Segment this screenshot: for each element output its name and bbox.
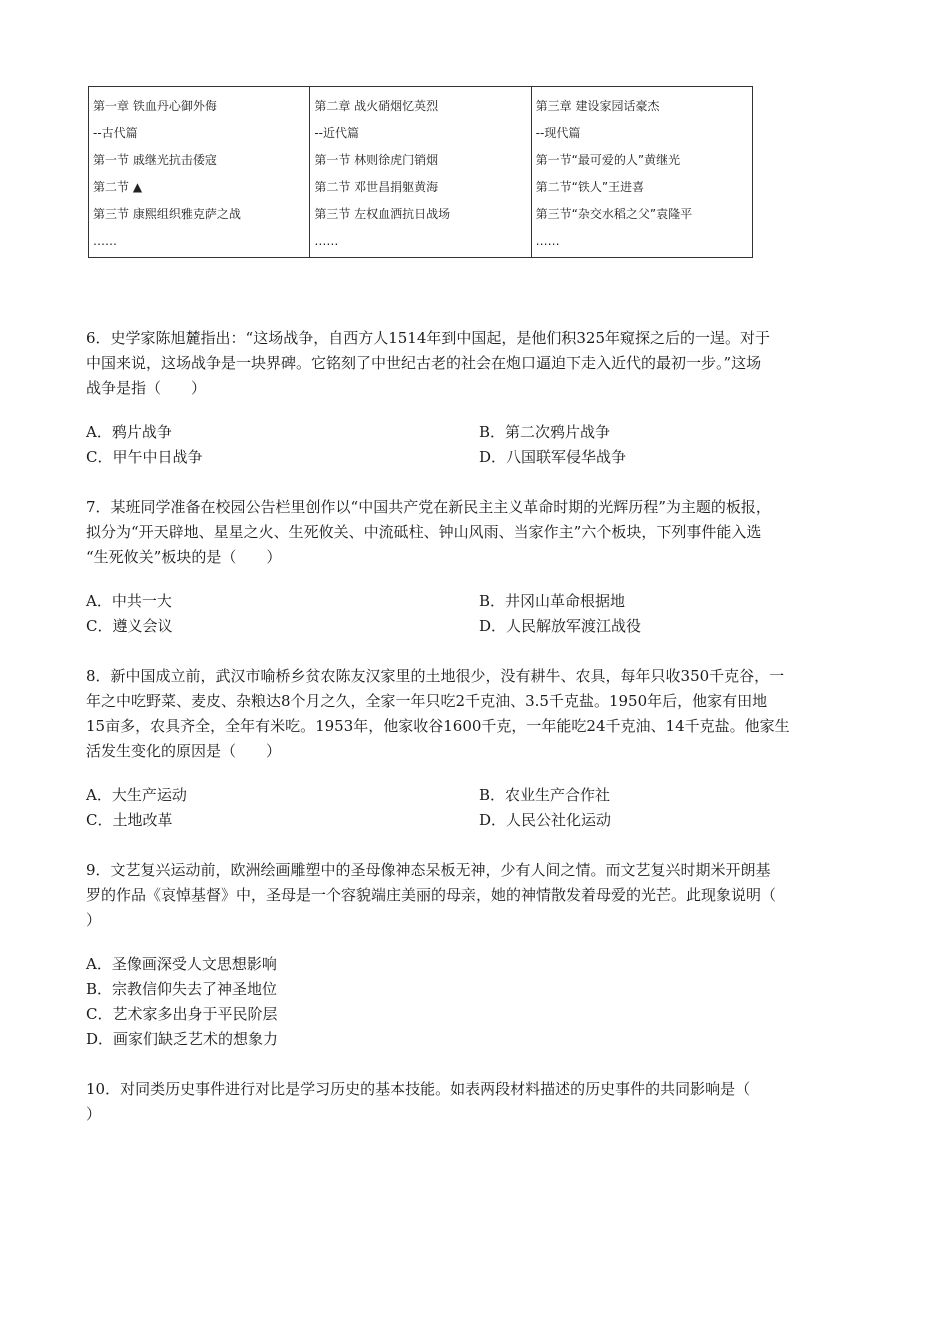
section-item: 第一节 戚继光抗击倭寇 [93,153,217,167]
ellipsis: …… [535,234,560,248]
option-d[interactable]: D．画家们缺乏艺术的想象力 [86,1030,279,1048]
section-item: 第一节 林则徐虎门销烟 [314,153,439,167]
section-item: 第三节“杂交水稻之父”袁隆平 [535,207,693,221]
option-c[interactable]: C．甲午中日战争 [86,448,203,466]
option-b[interactable]: B．宗教信仰失去了神圣地位 [86,980,278,998]
option-d[interactable]: D．八国联军侵华战争 [479,448,627,466]
question-8 [86,664,868,833]
section-item: 第三节 左权血洒抗日战场 [314,207,451,221]
option-a[interactable]: A．大生产运动 [86,786,187,804]
era-label: --现代篇 [535,126,581,140]
option-d[interactable]: D．人民解放军渡江战役 [479,617,642,635]
chapter-title: 第二章 战火硝烟忆英烈 [314,99,439,113]
era-label: --古代篇 [93,126,138,140]
option-b[interactable]: B．第二次鸦片战争 [479,423,611,441]
option-a[interactable]: A．圣像画深受人文思想影响 [86,955,277,973]
option-c[interactable]: C．艺术家多出身于平民阶层 [86,1005,278,1023]
question-9 [86,858,868,1052]
chapter-column-ancient [89,87,309,257]
option-c[interactable]: C．遵义会议 [86,617,173,635]
era-label: --近代篇 [314,126,359,140]
question-stem: 8．新中国成立前，武汉市喻桥乡贫农陈友汉家里的土地很少，没有耕牛、农具，每年只收350千克谷，一 年之中吃野菜、麦皮、杂粮达8个月之久，全家一年只吃2千克油、3.5千克盐。1950年后，他家有田地 15亩多，农具齐全，全年有米吃。1953年，他家收谷1600千克，一年能吃24千克油、14千克盐。他家生 活发生变化的原因是（ ） [86,667,790,760]
option-c[interactable]: C．土地改革 [86,811,173,829]
ellipsis: …… [93,234,117,248]
ellipsis: …… [314,234,339,248]
section-item: 第二节“铁人”王进喜 [535,180,645,194]
option-b[interactable]: B．农业生产合作社 [479,786,611,804]
options [86,589,868,639]
section-item: 第二节 ▲ [93,180,143,194]
chapter-column-modern [309,87,530,257]
section-item: 第二节 邓世昌捐躯黄海 [314,180,439,194]
options [86,420,868,470]
question-stem: 7．某班同学准备在校园公告栏里创作以“中国共产党在新民主主义革命时期的光辉历程”为主题的板报， 拟分为“开天辟地、星星之火、生死攸关、中流砥柱、钟山风雨、当家作主”六个板块，下列事件能入选 “生死攸关”板块的是（ ） [86,498,771,566]
chapter-table [88,86,753,258]
question-stem: 9．文艺复兴运动前，欧洲绘画雕塑中的圣母像神态呆板无神，少有人间之情。而文艺复兴时期米开朗基 罗的作品《哀悼基督》中，圣母是一个容貌端庄美丽的母亲，她的神情散发着母爱的光芒。此现象说明（ ） [86,861,777,929]
section-item: 第一节“最可爱的人”黄继光 [535,153,681,167]
option-a[interactable]: A．中共一大 [86,592,172,610]
question-stem: 6．史学家陈旭麓指出：“这场战争，自西方人1514年到中国起，是他们积325年窥探之后的一逞。对于 中国来说，这场战争是一块界碑。它铭刻了中世纪古老的社会在炮口逼迫下走入近代的最初一步。”这场 战争是指（ ） [86,329,771,397]
chapter-title: 第三章 建设家园话豪杰 [535,99,660,113]
question-6 [86,326,868,470]
chapter-column-contemporary [531,87,752,257]
chapter-title: 第一章 铁血丹心御外侮 [93,99,217,113]
option-b[interactable]: B．井冈山革命根据地 [479,592,626,610]
option-a[interactable]: A．鸦片战争 [86,423,172,441]
section-item: 第三节 康熙组织雅克萨之战 [93,207,241,221]
options [86,952,868,1052]
question-stem: 10．对同类历史事件进行对比是学习历史的基本技能。如表两段材料描述的历史事件的共同影响是（ ） [86,1080,751,1123]
question-10 [86,1077,868,1127]
question-7 [86,495,868,639]
option-d[interactable]: D．人民公社化运动 [479,811,612,829]
options [86,783,868,833]
